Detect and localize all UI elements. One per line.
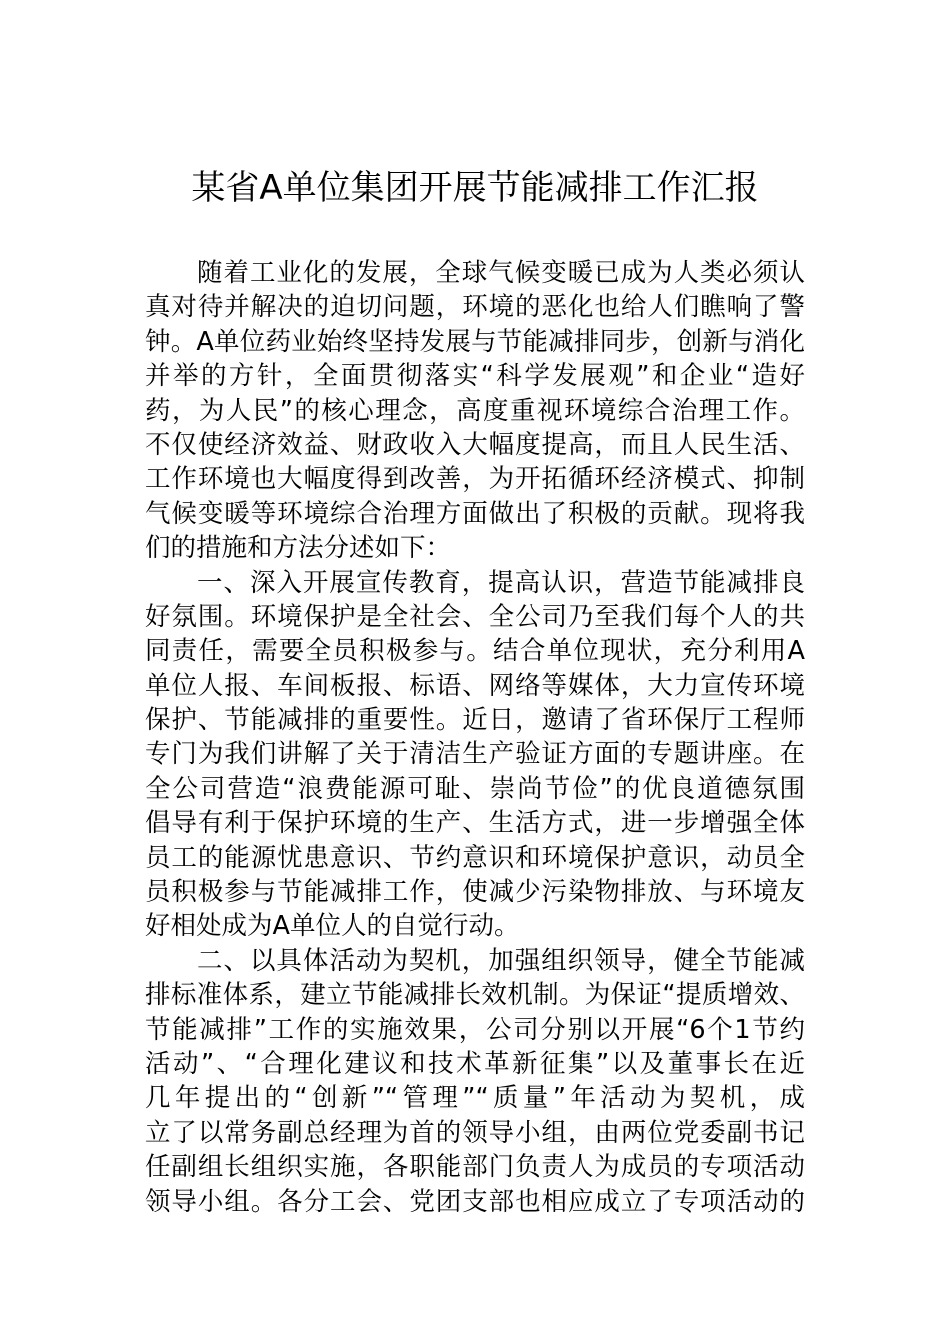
body-line: 们的措施和方法分述如下：: [145, 533, 452, 564]
body-line: 气候变暖等环境综合治理方面做出了积极的贡献。现将我: [145, 498, 805, 529]
body-line: 专门为我们讲解了关于清洁生产验证方面的专题讲座。在: [145, 739, 805, 770]
body-line: 全公司营造“浪费能源可耻、崇尚节俭”的优良道德氛围: [145, 773, 805, 804]
body-line: 排标准体系，建立节能减排长效机制。为保证“提质增效、: [145, 980, 805, 1011]
body-line: 活动”、“合理化建议和技术革新征集”以及董事长在近: [145, 1048, 805, 1079]
body-line: 工作环境也大幅度得到改善，为开拓循环经济模式、抑制: [145, 464, 805, 495]
body-line: 单位人报、车间板报、标语、网络等媒体，大力宣传环境: [145, 670, 805, 701]
body-line: 任副组长组织实施，各职能部门负责人为成员的专项活动: [145, 1152, 805, 1183]
body-line: 钟。A单位药业始终坚持发展与节能减排同步，创新与消化: [145, 326, 805, 357]
document-body: [145, 256, 805, 1219]
body-line: 保护、节能减排的重要性。近日，邀请了省环保厅工程师: [145, 705, 805, 736]
body-line: 好氛围。环境保护是全社会、全公司乃至我们每个人的共: [145, 601, 805, 632]
body-line: 员积极参与节能减排工作，使减少污染物排放、与环境友: [145, 877, 805, 908]
body-line: 二、以具体活动为契机，加强组织领导，健全节能减: [197, 945, 805, 976]
body-line: 领导小组。各分工会、党团支部也相应成立了专项活动的: [145, 1186, 805, 1217]
body-line: 并举的方针，全面贯彻落实“科学发展观”和企业“造好: [145, 361, 805, 392]
document-title: 某省A单位集团开展节能减排工作汇报: [191, 168, 759, 208]
body-line: 立了以常务副总经理为首的领导小组，由两位党委副书记: [145, 1117, 805, 1148]
body-line: 员工的能源忧患意识、节约意识和环境保护意识，动员全: [145, 842, 805, 873]
body-line: 节能减排”工作的实施效果，公司分别以开展“6个1节约: [145, 1014, 805, 1045]
body-line: 真对待并解决的迫切问题，环境的恶化也给人们瞧响了警: [145, 292, 805, 323]
body-line: 药，为人民”的核心理念，高度重视环境综合治理工作。: [145, 395, 805, 426]
body-line: 随着工业化的发展，全球气候变暖已成为人类必须认: [197, 258, 805, 288]
body-line: 同责任，需要全员积极参与。结合单位现状，充分利用A: [145, 636, 805, 667]
body-line: 一、深入开展宣传教育，提高认识，营造节能减排良: [197, 567, 805, 598]
body-line: 几年提出的“创新”“管理”“质量”年活动为契机，成: [145, 1083, 805, 1114]
body-line: 不仅使经济效益、财政收入大幅度提高，而且人民生活、: [145, 429, 805, 460]
body-line: 好相处成为A单位人的自觉行动。: [145, 911, 520, 942]
body-line: 倡导有利于保护环境的生产、生活方式，进一步增强全体: [145, 808, 805, 839]
